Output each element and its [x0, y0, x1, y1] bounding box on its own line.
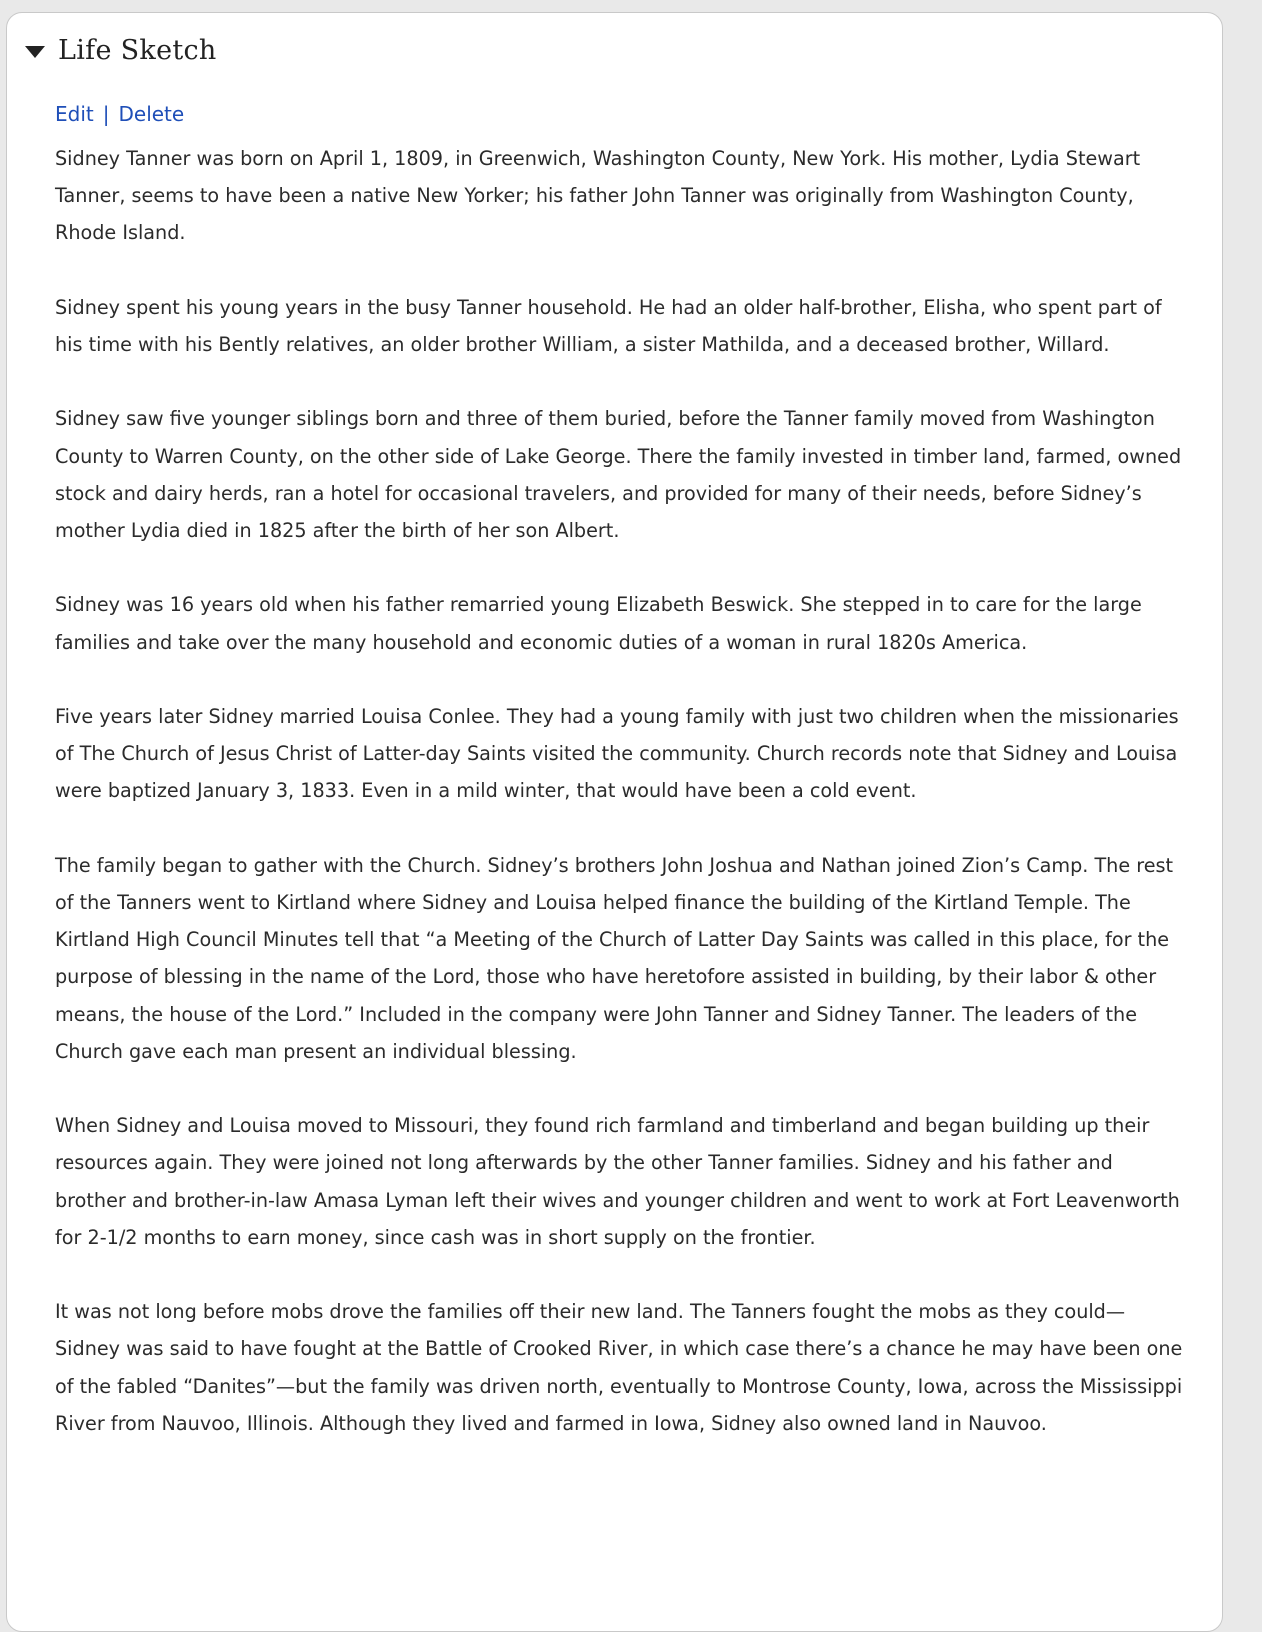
edit-link[interactable]: Edit	[55, 102, 94, 126]
paragraph: When Sidney and Louisa moved to Missouri, they found rich farmland and timberland and began building up their resources again. They were joined not long afterwards by the other Tanner families. Sidney and his father and brother and brother-in-law Amasa Lyman left their wives and younger children and went to work at Fort Leavenworth for 2-1/2 months to earn money, since cash was in short supply on the frontier.	[55, 1114, 1180, 1249]
paragraph: Sidney saw five younger siblings born and three of them buried, before the Tanner family moved from Washington County to Warren County, on the other side of Lake George. There the family invested in timber land, farmed, owned stock and dairy herds, ran a hotel for occasional travelers, and provided for many of their needs, before Sidney’s mother Lydia died in 1825 after the birth of her son Albert.	[55, 407, 1182, 542]
paragraph: It was not long before mobs drove the families off their new land. The Tanners fought the mobs as they could—Sidney was said to have fought at the Battle of Crooked River, in which case there’s a chance he may have been one of the fabled “Danites”—but the family was driven north, eventually to Montrose County, Iowa, across the Mississippi River from Nauvoo, Illinois. Although they lived and farmed in Iowa, Sidney also owned land in Nauvoo.	[55, 1300, 1183, 1435]
delete-link[interactable]: Delete	[118, 102, 185, 126]
action-separator: |	[102, 102, 110, 126]
paragraph: Sidney spent his young years in the busy Tanner household. He had an older half-brother, Elisha, who spent part of his time with his Bently relatives, an older brother William, a sister Mathilda, and a deceased brother, Willard.	[55, 295, 1162, 356]
section-title: Life Sketch	[58, 35, 217, 66]
life-sketch-card	[6, 12, 1223, 1632]
paragraph: Sidney was 16 years old when his father remarried young Elizabeth Beswick. She stepped in to care for the large families and take over the many household and economic duties of a woman in rural 1820s America.	[55, 593, 1142, 654]
paragraph: Five years later Sidney married Louisa Conlee. They had a young family with just two children when the missionaries of The Church of Jesus Christ of Latter-day Saints visited the community. Church records note that Sidney and Louisa were baptized January 3, 1833. Even in a mild winter, that would have been a cold event.	[55, 704, 1179, 803]
caret-down-icon[interactable]	[25, 46, 45, 58]
life-sketch-text	[55, 140, 1185, 1479]
paragraph: Sidney Tanner was born on April 1, 1809, in Greenwich, Washington County, New York. His mother, Lydia Stewart Tanner, seems to have been a native New Yorker; his father John Tanner was originally from Washington County, Rhode Island.	[55, 147, 1141, 245]
section-header[interactable]	[25, 35, 217, 66]
section-actions	[55, 102, 184, 126]
paragraph: The family began to gather with the Church. Sidney’s brothers John Joshua and Nathan joined Zion’s Camp. The rest of the Tanners went to Kirtland where Sidney and Louisa helped finance the building of the Kirtland Temple. The Kirtland High Council Minutes tell that “a Meeting of the Church of Latter Day Saints was called in this place, for the purpose of blessing in the name of the Lord, those who have heretofore assisted in building, by their labor & other means, the house of the Lord.” Included in the company were John Tanner and Sidney Tanner. The leaders of the Church gave each man present an individual blessing.	[55, 853, 1174, 1063]
